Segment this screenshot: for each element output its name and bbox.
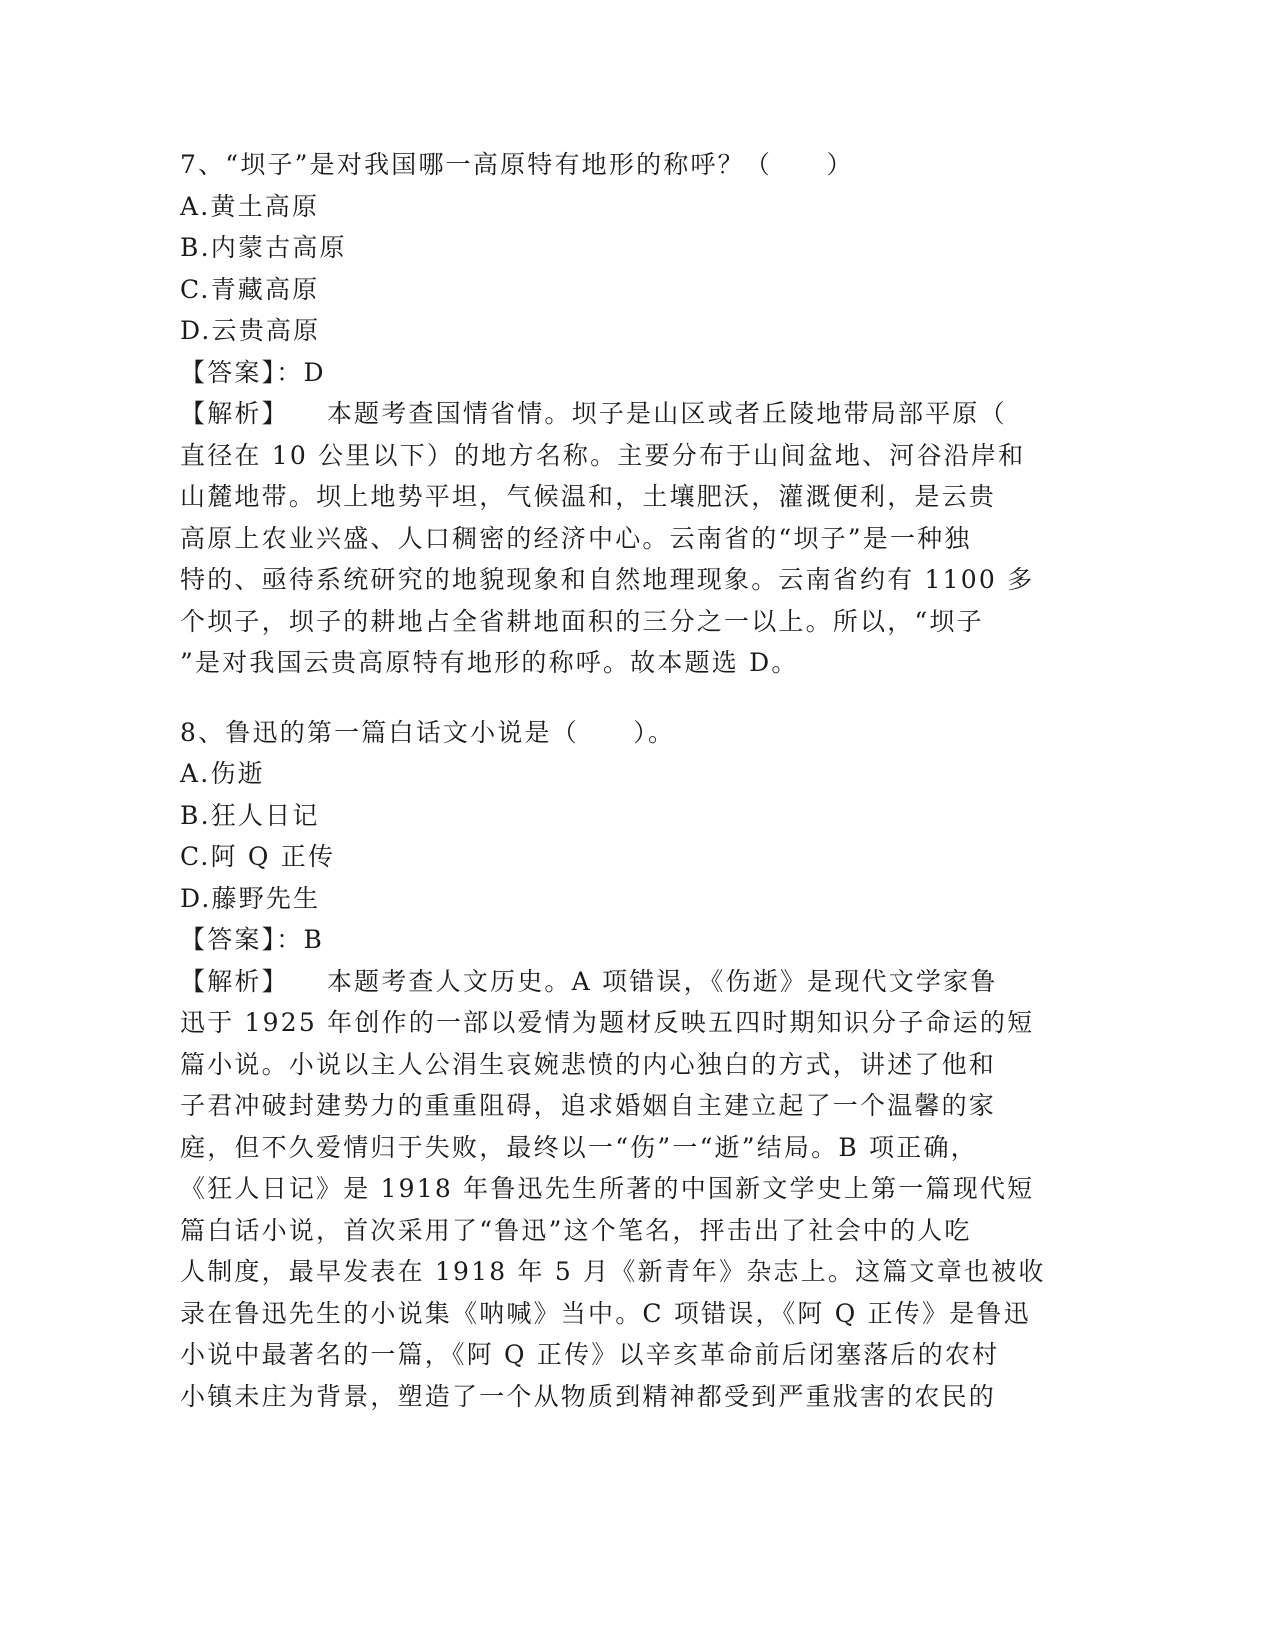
answer-line	[180, 919, 1040, 961]
analysis-line: 小说中最著名的一篇，《阿 Q 正传》以辛亥革命前后闭塞落后的农村	[180, 1340, 1000, 1369]
analysis-line: 特的、亟待系统研究的地貌现象和自然地理现象。云南省约有 1100 多	[180, 565, 1035, 594]
question-stem: 7、“坝子”是对我国哪一高原特有地形的称呼？（ ）	[180, 150, 854, 179]
analysis-line: 【解析】 本题考查国情省情。坝子是山区或者丘陵地带局部平原（	[180, 399, 1007, 428]
analysis-line: 直径在 10 公里以下）的地方名称。主要分布于山间盆地、河谷沿岸和	[180, 440, 1026, 470]
analysis-line: 小镇未庄为背景，塑造了一个从物质到精神都受到严重戕害的农民的	[180, 1381, 997, 1411]
analysis-line: 篇白话小说，首次采用了“鲁迅”这个笔名，抨击出了社会中的人吃	[180, 1215, 972, 1245]
option-c: C.阿 Q 正传	[180, 842, 336, 871]
analysis-line: 人制度，最早发表在 1918 年 5 月《新青年》杂志上。这篇文章也被收	[180, 1257, 1046, 1286]
analysis	[180, 393, 1040, 684]
question-block	[180, 712, 1046, 1418]
option-d: D.云贵高原	[180, 316, 321, 345]
analysis-line: 个坝子，坝子的耕地占全省耕地面积的三分之一以上。所以，“坝子	[180, 606, 984, 636]
option-b: B.内蒙古高原	[180, 233, 347, 262]
analysis-line: 【解析】 本题考查人文历史。A 项错误，《伤逝》是现代文学家鲁	[180, 966, 998, 996]
question-stem: 8、鲁迅的第一篇白话文小说是（ ）。	[180, 717, 676, 747]
analysis-line: 高原上农业兴盛、人口稠密的经济中心。云南省的“坝子”是一种独	[180, 523, 972, 553]
analysis-line: 迅于 1925 年创作的一部以爱情为题材反映五四时期知识分子命运的短	[180, 1008, 1035, 1037]
analysis	[180, 961, 1046, 1418]
analysis-line: 录在鲁迅先生的小说集《呐喊》当中。C 项错误，《阿 Q 正传》是鲁迅	[180, 1298, 1031, 1328]
analysis-line: 山麓地带。坝上地势平坦，气候温和，土壤肥沃，灌溉便利，是云贵	[180, 482, 997, 511]
option-b: B.狂人日记	[180, 800, 320, 830]
analysis-label: 【解析】	[180, 966, 289, 996]
answer-label: 【答案】：	[180, 357, 304, 387]
answer-label: 【答案】：	[180, 925, 304, 954]
option-a: A.伤逝	[180, 759, 265, 788]
analysis-line: 庭，但不久爱情归于失败，最终以一“伤”一“逝”结局。B 项正确，	[180, 1132, 978, 1162]
option-a: A.黄土高原	[180, 191, 320, 221]
option-c: C.青藏高原	[180, 274, 320, 304]
analysis-line: 《狂人日记》是 1918 年鲁迅先生所著的中国新文学史上第一篇现代短	[180, 1174, 1035, 1203]
question-block	[180, 144, 1040, 684]
answer-value: B	[303, 925, 325, 954]
document-page	[180, 144, 1046, 1417]
analysis-label: 【解析】	[180, 399, 289, 428]
answer-line	[180, 352, 1040, 394]
analysis-line: 篇小说。小说以主人公涓生哀婉悲愤的内心独白的方式，讲述了他和	[180, 1049, 997, 1079]
analysis-line: ”是对我国云贵高原特有地形的称呼。故本题选 D。	[180, 648, 799, 677]
analysis-line: 子君冲破封建势力的重重阻碍，追求婚姻自主建立起了一个温馨的家	[180, 1091, 997, 1120]
option-d: D.藤野先生	[180, 883, 321, 913]
answer-value: D	[303, 357, 326, 387]
